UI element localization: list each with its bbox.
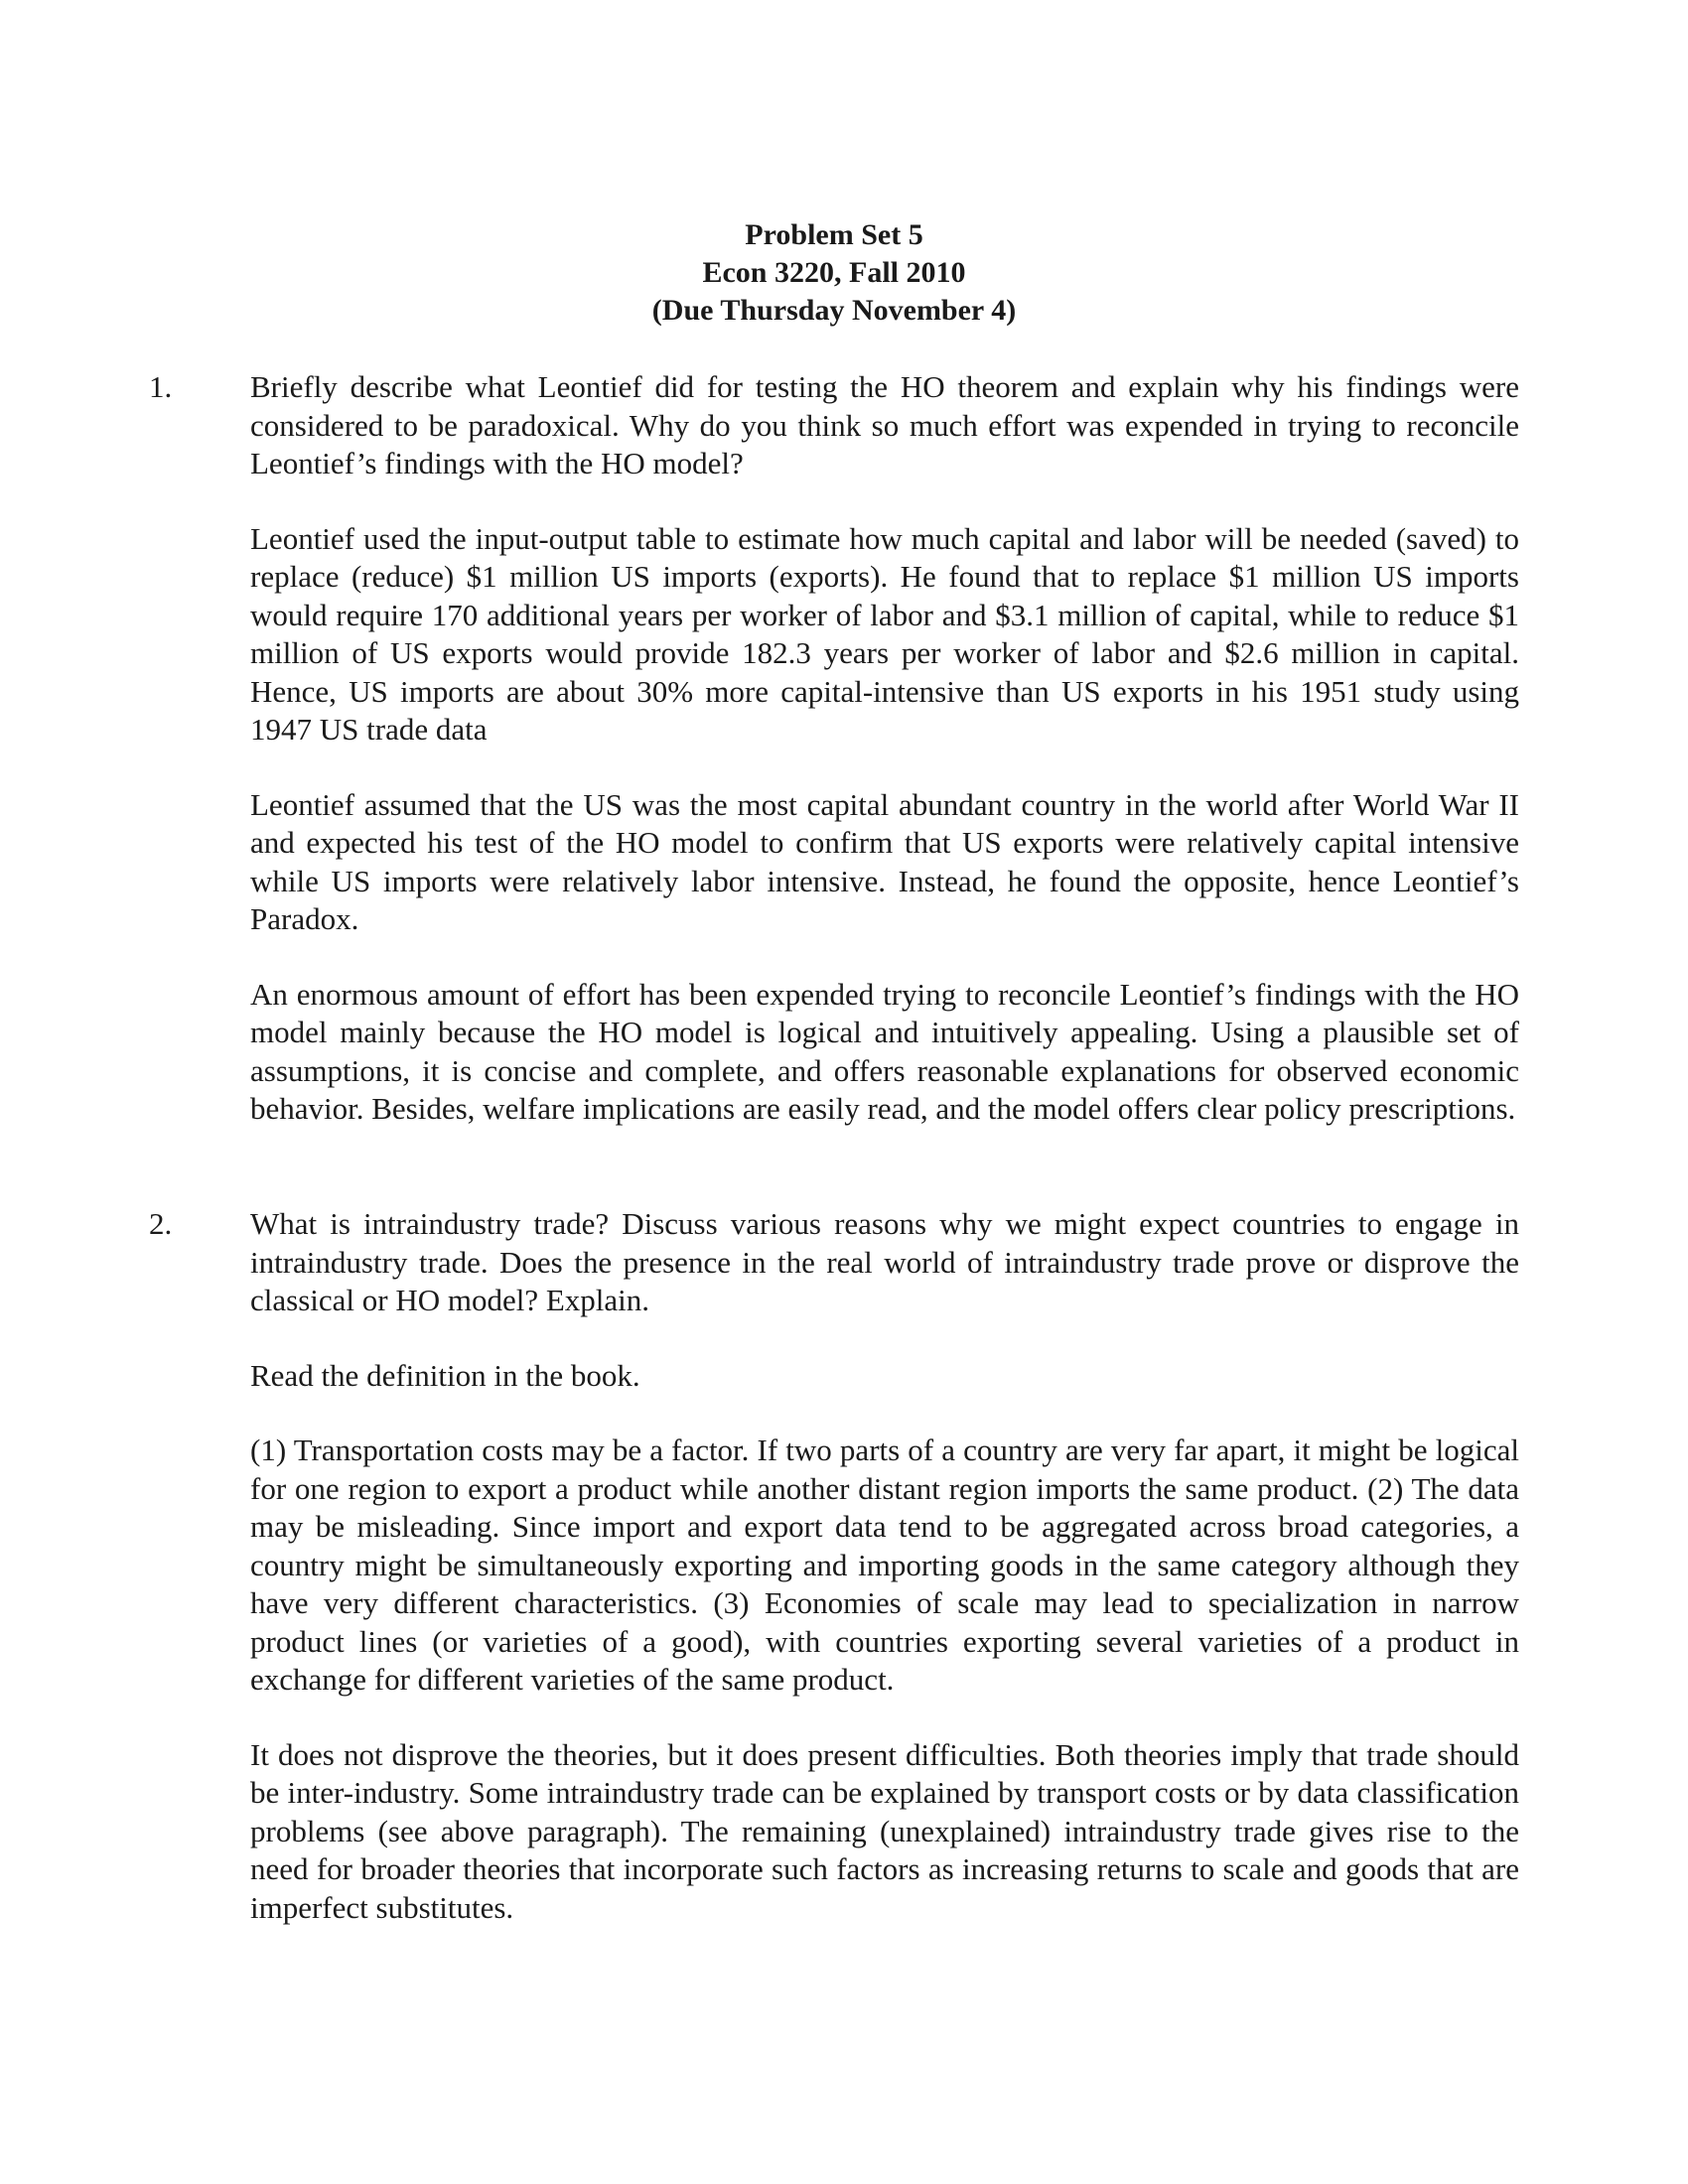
answer-paragraph: It does not disprove the theories, but it does present difficulties. Both theories imply that trade should be inter-industry. Some intraindustry trade can be explained by transport costs or by data classification problems (see above paragraph). The remaining (unexplained) intraindustry trade gives rise to the need for broader theories that incorporate such factors as increasing returns to scale and goods that are imperfect substitutes.	[250, 1736, 1519, 1925]
answer-paragraph: Read the definition in the book.	[250, 1357, 640, 1393]
course-name: Econ 3220, Fall 2010	[702, 256, 966, 289]
question-prompt: Briefly describe what Leontief did for testing the HO theorem and explain why his findings were considered to be paradoxical. Why do you think so much effort was expended in trying to reconcile Leontief’s findings with the HO model?	[250, 369, 1519, 480]
question-body	[250, 1205, 1519, 1927]
document-header	[0, 216, 1668, 330]
answer-paragraph: An enormous amount of effort has been expended trying to reconcile Leontief’s findings with the HO model mainly because the HO model is logical and intuitively appealing. Using a plausible set of assumptions, it is concise and complete, and offers reasonable explanations for observed economic behavior. Besides, welfare implications are easily read, and the model offers clear policy prescriptions.	[250, 976, 1519, 1126]
question-1	[149, 368, 1519, 1129]
question-number: 1.	[149, 369, 173, 404]
due-date: (Due Thursday November 4)	[651, 294, 1017, 327]
question-number: 2.	[149, 1206, 173, 1241]
answer-paragraph: Leontief assumed that the US was the most capital abundant country in the world after World War II and expected his test of the HO model to confirm that US exports were relatively capital intensive while US imports were relatively labor intensive. Instead, he found the opposite, hence Leontief’s Paradox.	[250, 786, 1519, 936]
question-body	[250, 368, 1519, 1129]
answer-paragraph: Leontief used the input-output table to estimate how much capital and labor will be needed (saved) to replace (reduce) $1 million US imports (exports). He found that to replace $1 million US imports would require 170 additional years per worker of labor and $3.1 million of capital, while to reduce $1 million of US exports would provide 182.3 years per worker of labor and $2.6 million in capital. Hence, US imports are about 30% more capital-intensive than US exports in his 1951 study using 1947 US trade data	[250, 520, 1519, 747]
question-2	[149, 1205, 1519, 1927]
document-title: Problem Set 5	[745, 218, 923, 251]
question-prompt: What is intraindustry trade? Discuss various reasons why we might expect countries to engage in intraindustry trade. Does the presence in the real world of intraindustry trade prove or disprove the classical or HO model? Explain.	[250, 1206, 1519, 1317]
answer-paragraph: (1) Transportation costs may be a factor. If two parts of a country are very far apart, it might be logical for one region to export a product while another distant region imports the same product. (2) The data may be misleading. Since import and export data tend to be aggregated across broad categories, a country might be simultaneously exporting and importing goods in the same category although they have very different characteristics. (3) Economies of scale may lead to specialization in narrow product lines (or varieties of a good), with countries exporting several varieties of a product in exchange for different varieties of the same product.	[250, 1433, 1519, 1697]
